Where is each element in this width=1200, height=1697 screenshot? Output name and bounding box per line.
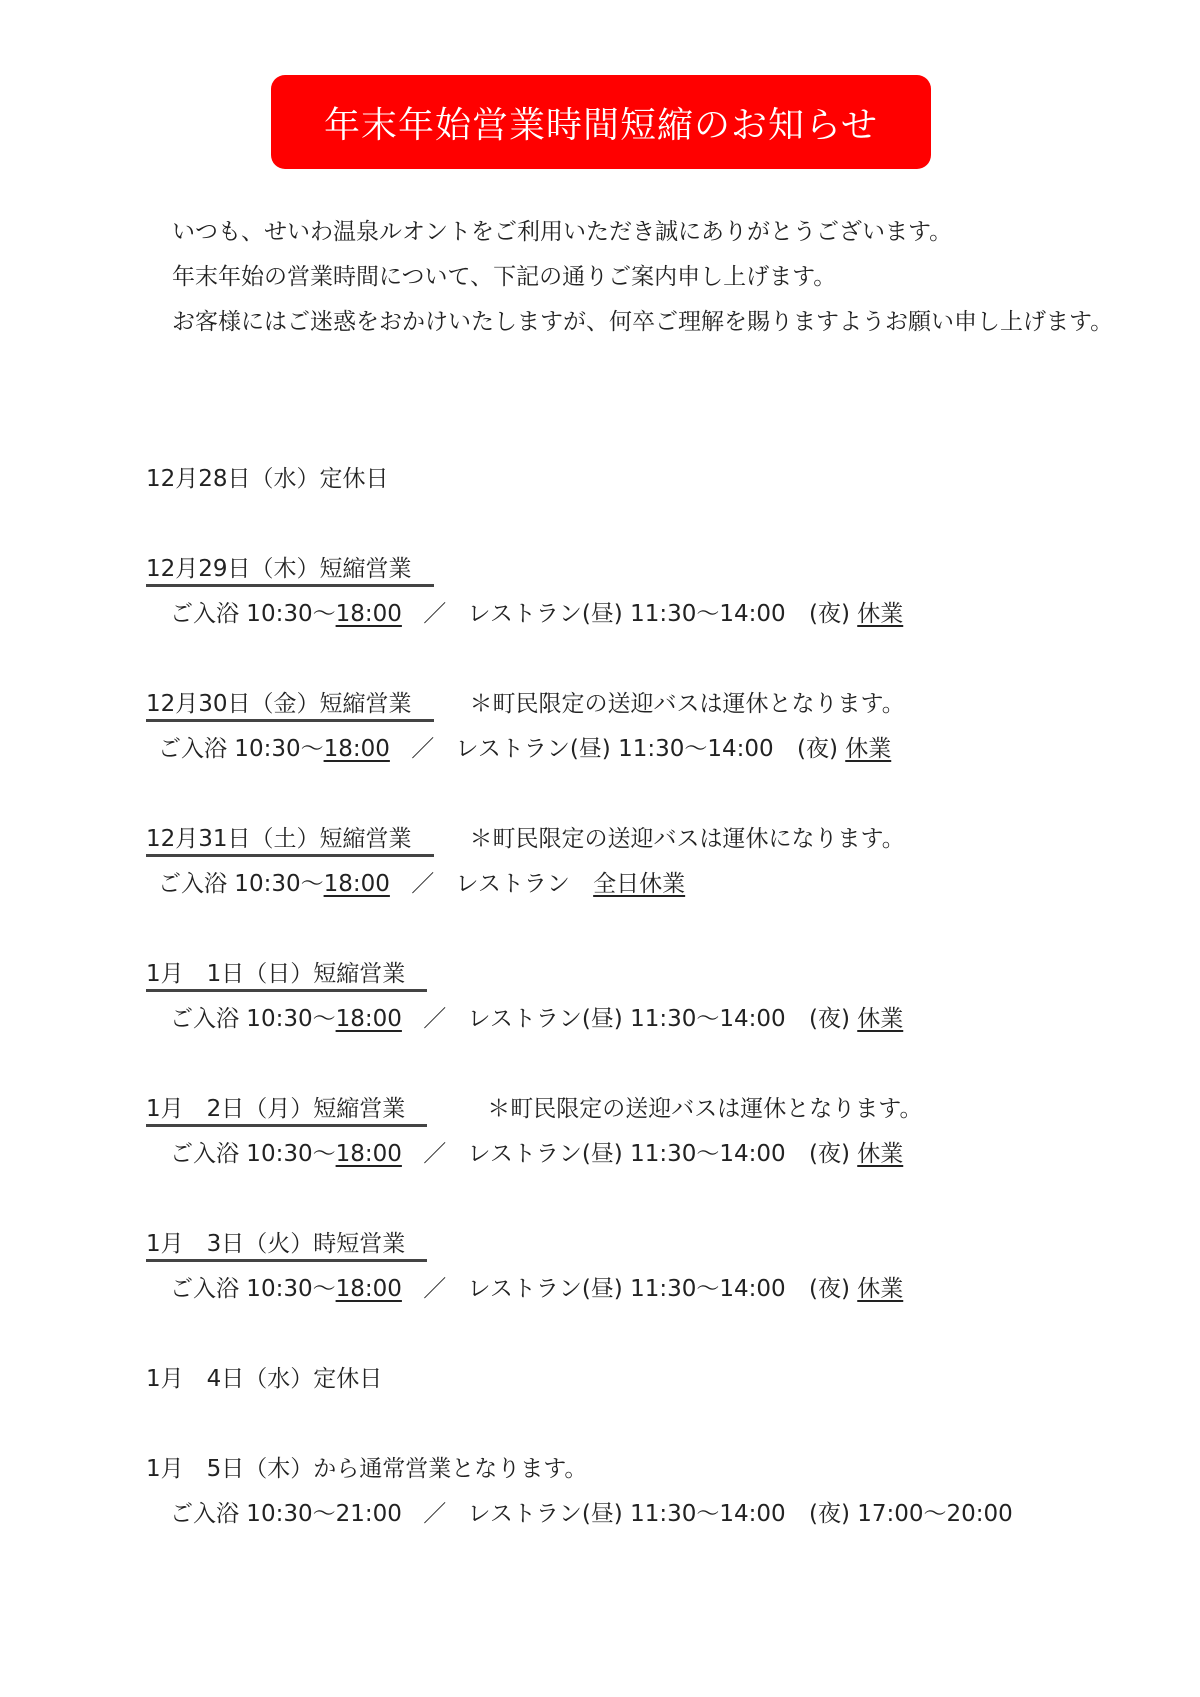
title-banner (271, 75, 931, 169)
slash: ／ (423, 1141, 447, 1167)
date-1228: 12月28日（水）定休日 (146, 466, 389, 492)
schedule-0105-header (146, 1453, 587, 1485)
restaurant-lunch: レストラン(昼) 11:30～14:00 (455, 736, 774, 762)
slash: ／ (423, 1006, 447, 1032)
slash: ／ (411, 871, 435, 897)
bath-hours: ご入浴 10:30～ (170, 1141, 336, 1167)
night-label: (夜) (808, 1276, 850, 1302)
header-0105: 1月 5日（木）から通常営業となります。 (146, 1456, 588, 1482)
bath-hours: ご入浴 10:30～ (170, 1006, 336, 1032)
night-closed: 休業 (857, 1006, 904, 1032)
night-label: (夜) (808, 1141, 850, 1167)
header-0103: 1月 3日（火）時短営業 (146, 1229, 427, 1262)
header-1231: 12月31日（土）短縮営業 (146, 824, 434, 857)
schedule-1229-header (146, 553, 434, 587)
night-closed: 休業 (857, 601, 904, 627)
schedule-0102-hours (170, 1138, 903, 1170)
schedule-0103-hours (170, 1273, 903, 1305)
schedule-0104 (146, 1363, 382, 1395)
night-label: (夜) (796, 736, 838, 762)
schedule-0105-hours (170, 1498, 1013, 1530)
bath-hours-regular: ご入浴 10:30～21:00 (170, 1501, 402, 1527)
intro-line-3-text: お客様にはご迷惑をおかけいたしますが、何卒ご理解を賜りますようお願い申し上げます。 (172, 309, 1114, 335)
header-0101: 1月 1日（日）短縮営業 (146, 959, 427, 992)
restaurant-lunch: レストラン(昼) 11:30～14:00 (467, 1276, 786, 1302)
schedule-1228 (146, 463, 389, 495)
restaurant-lunch: レストラン(昼) 11:30～14:00 (467, 1141, 786, 1167)
restaurant-label: レストラン (455, 871, 570, 897)
slash: ／ (423, 601, 447, 627)
header-1229: 12月29日（木）短縮営業 (146, 554, 434, 587)
bus-note-1231: ＊町民限定の送迎バスは運休になります。 (469, 826, 905, 852)
page-title: 年末年始営業時間短縮のお知らせ (324, 104, 878, 146)
night-closed: 休業 (857, 1141, 904, 1167)
bath-hours: ご入浴 10:30～ (170, 1276, 336, 1302)
bath-close-time: 18:00 (335, 1141, 402, 1167)
restaurant-all-day-closed: 全日休業 (593, 871, 686, 897)
intro-line-3 (146, 300, 1136, 345)
slash: ／ (411, 736, 435, 762)
schedule-1231-header (146, 823, 905, 857)
night-hours: (夜) 17:00～20:00 (808, 1501, 1013, 1527)
bath-hours: ご入浴 10:30～ (158, 871, 324, 897)
intro-line-2: 年末年始の営業時間について、下記の通りご案内申し上げます。 (172, 264, 837, 290)
header-0102: 1月 2日（月）短縮営業 (146, 1094, 427, 1127)
night-closed: 休業 (857, 1276, 904, 1302)
header-1230: 12月30日（金）短縮営業 (146, 689, 434, 722)
date-0104: 1月 4日（水）定休日 (146, 1366, 383, 1392)
schedule-1230-hours (158, 733, 891, 765)
schedule-0101-header (146, 958, 427, 992)
slash: ／ (423, 1276, 447, 1302)
schedule-1229-hours (170, 598, 903, 630)
bath-close-time: 18:00 (335, 1276, 402, 1302)
intro-text (146, 210, 1136, 345)
bath-hours: ご入浴 10:30～ (170, 601, 336, 627)
restaurant-lunch: レストラン(昼) 11:30～14:00 (467, 601, 786, 627)
slash: ／ (423, 1501, 447, 1527)
schedule-1231-hours (158, 868, 685, 900)
night-closed: 休業 (845, 736, 892, 762)
bath-close-time: 18:00 (335, 601, 402, 627)
restaurant-lunch: レストラン(昼) 11:30～14:00 (467, 1006, 786, 1032)
night-label: (夜) (808, 1006, 850, 1032)
schedule-1230-header (146, 688, 905, 722)
bus-note-1230: ＊町民限定の送迎バスは運休となります。 (469, 691, 905, 717)
night-label: (夜) (808, 601, 850, 627)
restaurant-lunch: レストラン(昼) 11:30～14:00 (467, 1501, 786, 1527)
bath-close-time: 18:00 (323, 736, 390, 762)
intro-line-1: いつも、せいわ温泉ルオントをご利用いただき誠にありがとうございます。 (172, 219, 953, 245)
bus-note-0102: ＊町民限定の送迎バスは運休となります。 (487, 1096, 923, 1122)
schedule-0102-header (146, 1093, 922, 1127)
schedule-0103-header (146, 1228, 427, 1262)
bath-close-time: 18:00 (335, 1006, 402, 1032)
bath-close-time: 18:00 (323, 871, 390, 897)
schedule-0101-hours (170, 1003, 903, 1035)
bath-hours: ご入浴 10:30～ (158, 736, 324, 762)
